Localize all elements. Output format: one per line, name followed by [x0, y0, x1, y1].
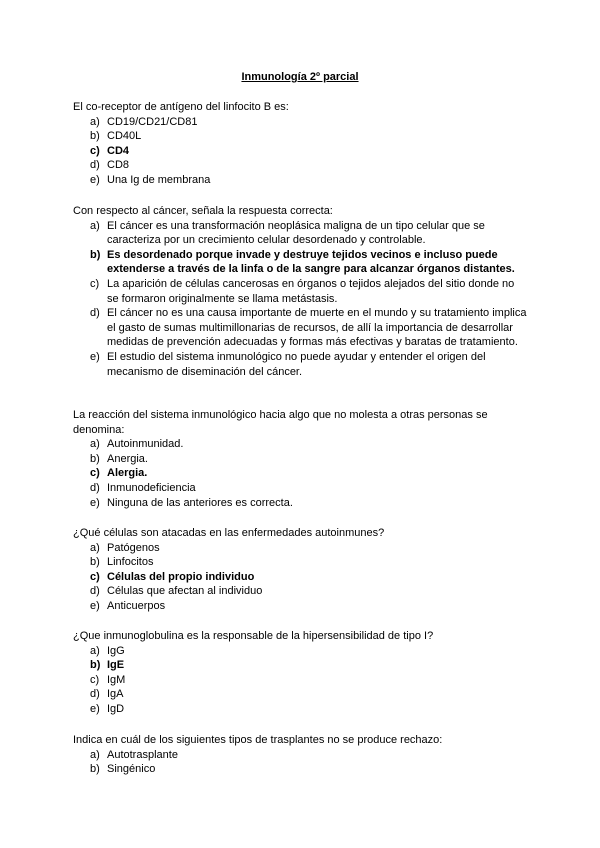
- option-text: Autoinmunidad.: [107, 438, 184, 451]
- option-label: e): [90, 599, 100, 612]
- option-b: [73, 452, 528, 467]
- option-c-correct: [73, 144, 528, 159]
- option-text: Células que afectan al individuo: [107, 585, 263, 598]
- option-d: [73, 584, 528, 599]
- option-e: [73, 350, 528, 379]
- question-text: El co-receptor de antígeno del linfocito B es:: [73, 101, 289, 113]
- option-text: Es desordenado porque invade y destruye tejidos vecinos e incluso puede extenderse a través de la linfa o de la sangre para alcanzar órganos distantes.: [107, 248, 515, 276]
- option-label: b): [90, 763, 100, 776]
- option-label: c): [90, 144, 100, 157]
- option-text: CD4: [107, 144, 130, 157]
- option-label: a): [90, 438, 100, 451]
- option-label: d): [90, 307, 100, 320]
- question-text: Indica en cuál de los siguientes tipos de trasplantes no se produce rechazo:: [73, 734, 443, 746]
- option-label: c): [90, 570, 100, 583]
- option-text: El cáncer no es una causa importante de muerte en el mundo y su tratamiento implica el gasto de sumas multimillonarias de recursos, de allí la importancia de desarrollar medidas de prevención adecuadas y formas más efectivas y baratas de tratamiento.: [107, 307, 527, 349]
- option-text: Una Ig de membrana: [107, 173, 211, 186]
- option-text: Patógenos: [107, 541, 160, 554]
- option-text: Células del propio individuo: [107, 570, 255, 583]
- option-a: [73, 437, 528, 452]
- option-e: [73, 173, 528, 188]
- option-b-correct: [73, 658, 528, 673]
- option-label: e): [90, 350, 100, 363]
- option-label: e): [90, 173, 100, 186]
- option-c: [73, 277, 528, 306]
- options-list: [73, 644, 528, 717]
- question-3: [73, 408, 528, 510]
- option-label: c): [90, 277, 100, 290]
- option-label: d): [90, 585, 100, 598]
- question-4: [73, 526, 528, 614]
- option-text: Anergia.: [107, 452, 148, 465]
- option-label: c): [90, 467, 100, 480]
- question-1: [73, 100, 528, 188]
- options-list: [73, 748, 528, 777]
- option-label: a): [90, 644, 100, 657]
- option-label: a): [90, 541, 100, 554]
- option-text: Inmunodeficiencia: [107, 481, 196, 494]
- option-text: IgE: [107, 659, 125, 672]
- option-c-correct: [73, 466, 528, 481]
- option-text: Ninguna de las anteriores es correcta.: [107, 496, 293, 509]
- option-a: [73, 644, 528, 659]
- option-label: d): [90, 481, 100, 494]
- option-a: [73, 541, 528, 556]
- option-label: d): [90, 688, 100, 701]
- option-label: a): [90, 219, 100, 232]
- option-label: b): [90, 452, 100, 465]
- question-text: ¿Que inmunoglobulina es la responsable de la hipersensibilidad de tipo I?: [73, 630, 434, 642]
- option-e: [73, 599, 528, 614]
- option-text: CD40L: [107, 130, 142, 143]
- option-text: El estudio del sistema inmunológico no puede ayudar y entender el origen del mecanismo de diseminación del cáncer.: [107, 350, 486, 378]
- option-text: Alergia.: [107, 467, 148, 480]
- question-text: Con respecto al cáncer, señala la respuesta correcta:: [73, 205, 333, 217]
- option-d: [73, 481, 528, 496]
- option-b: [73, 555, 528, 570]
- options-list: [73, 541, 528, 614]
- question-text: La reacción del sistema inmunológico hacia algo que no molesta a otras personas se denomina:: [73, 409, 488, 436]
- options-list: [73, 437, 528, 510]
- option-c: [73, 673, 528, 688]
- option-text: CD19/CD21/CD81: [107, 115, 198, 128]
- option-text: IgA: [107, 688, 124, 701]
- option-text: Linfocitos: [107, 556, 154, 569]
- option-label: e): [90, 496, 100, 509]
- option-label: c): [90, 673, 100, 686]
- option-text: IgG: [107, 644, 125, 657]
- option-e: [73, 702, 528, 717]
- page-title: Inmunología 2º parcial: [241, 71, 359, 83]
- option-text: Autotrasplante: [107, 748, 178, 761]
- options-list: [73, 115, 528, 188]
- option-a: [73, 115, 528, 130]
- option-a: [73, 219, 528, 248]
- option-d: [73, 158, 528, 173]
- question-text: ¿Qué células son atacadas en las enfermedades autoinmunes?: [73, 527, 385, 539]
- option-label: d): [90, 159, 100, 172]
- option-label: b): [90, 659, 101, 672]
- option-d: [73, 306, 528, 350]
- option-label: b): [90, 556, 100, 569]
- question-2: [73, 204, 528, 379]
- question-5: [73, 629, 528, 717]
- option-c-correct: [73, 570, 528, 585]
- option-label: a): [90, 115, 100, 128]
- option-e: [73, 496, 528, 511]
- option-label: b): [90, 248, 101, 261]
- option-text: La aparición de células cancerosas en órganos o tejidos alejados del sitio donde no se formaron originalmente se llama metástasis.: [107, 277, 515, 305]
- option-b: [73, 129, 528, 144]
- option-label: b): [90, 130, 100, 143]
- option-d: [73, 687, 528, 702]
- option-text: Singénico: [107, 763, 156, 776]
- option-a: [73, 748, 528, 763]
- options-list: [73, 219, 528, 380]
- option-label: a): [90, 748, 100, 761]
- question-6: [73, 733, 528, 777]
- option-text: Anticuerpos: [107, 599, 166, 612]
- option-b: [73, 762, 528, 777]
- option-text: IgD: [107, 702, 125, 715]
- option-label: e): [90, 702, 100, 715]
- option-text: El cáncer es una transformación neoplásica maligna de un tipo celular que se caracteriza por un crecimiento celular desordenado y controlable.: [107, 219, 485, 247]
- option-text: CD8: [107, 159, 130, 172]
- option-b-correct: [73, 248, 528, 277]
- option-text: IgM: [107, 673, 126, 686]
